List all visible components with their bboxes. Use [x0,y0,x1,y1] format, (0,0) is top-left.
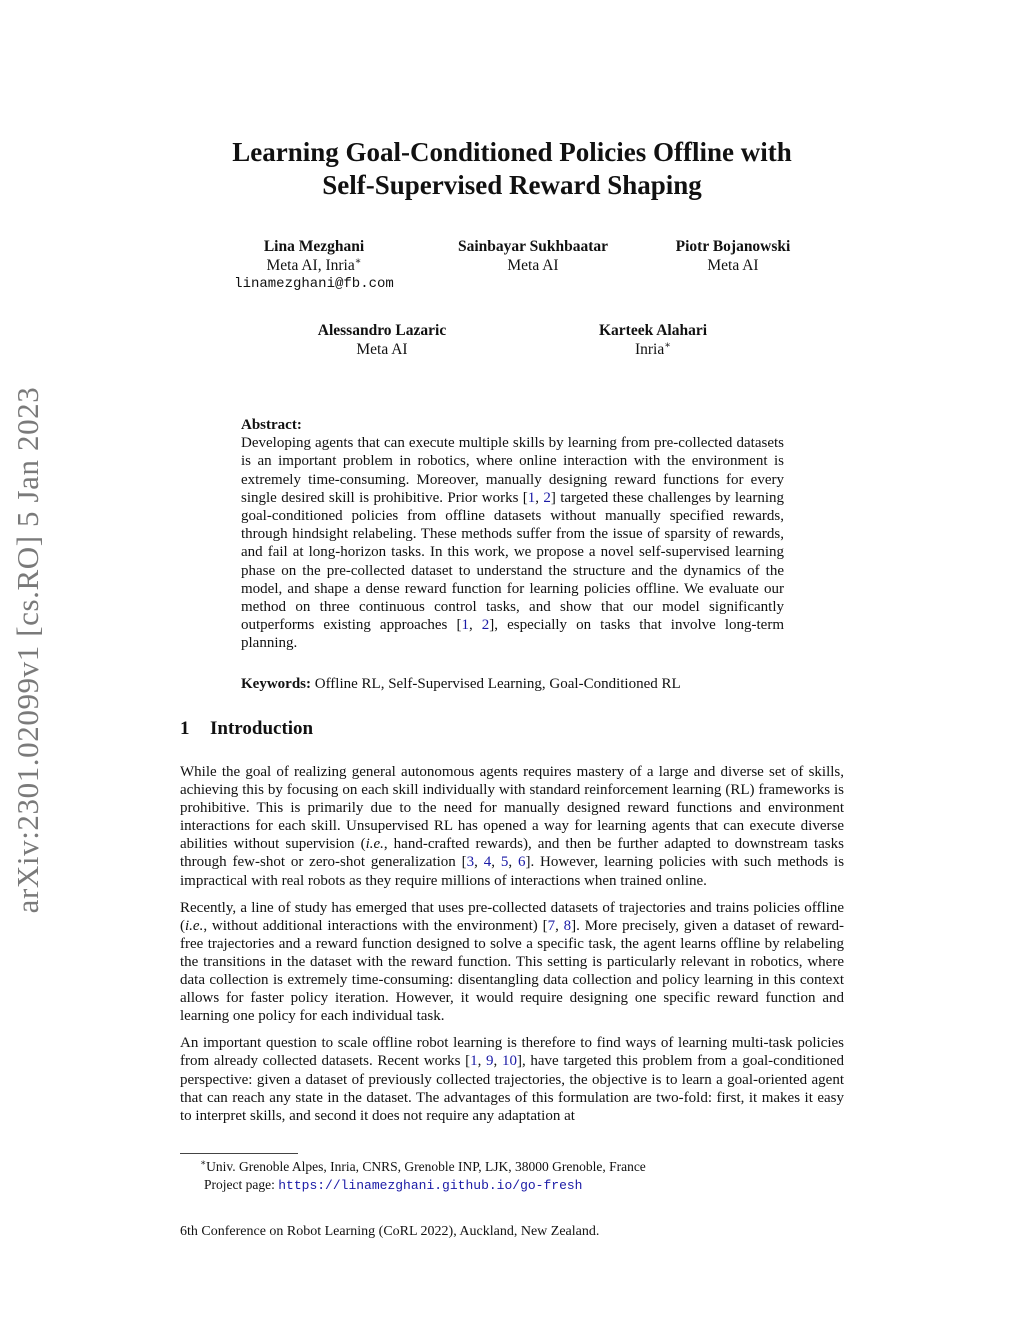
section-heading [180,718,313,740]
author-affiliation: Meta AI [356,341,408,358]
footnote [180,1158,646,1195]
title-line-1: Learning Goal-Conditioned Policies Offline with [232,137,792,167]
arxiv-identifier: arXiv:2301.02099v1 [cs.RO] 5 Jan 2023 [10,386,45,914]
citation-link[interactable]: 4 [483,854,492,871]
paragraph: Recently, a line of study has emerged that uses pre-collected datasets of trajectories and trains policies offline (i.e., without additional interactions with the environment) [7, 8]. More precisely, given a dataset of reward-free trajectories and a reward function designed to solve a specific task, the agent learns offline by relabeling the transitions in the dataset with the reward function. This setting is particularly relevant in robotics, where data collection is extremely time-consuming: disentangling data collection and policy learning in this context allows for faster policy iteration. However, it would require designing one specific reward function and learning one policy for each individual task. [180,899,844,1025]
citation-link[interactable]: 3 [466,854,475,871]
keywords-text: Offline RL, Self-Supervised Learning, Goal-Conditioned RL [314,676,681,692]
project-page-link[interactable]: https://linamezghani.github.io/go-fresh [278,1178,583,1193]
author-name: Alessandro Lazaric [317,322,447,339]
author-name: Karteek Alahari [598,322,708,339]
author-block [287,321,477,359]
footnote-mark: ∗ [200,1157,207,1168]
keywords [241,676,801,693]
citation-link[interactable]: 8 [563,917,572,934]
section-number: 1 [180,718,190,739]
citation-link[interactable]: 1 [470,1053,478,1070]
author-affiliation: Meta AI, Inria∗ [266,255,362,274]
citation-link[interactable]: 2 [543,489,551,506]
introduction-text [180,763,844,1134]
project-page-label: Project page: [204,1177,275,1192]
author-name: Piotr Bojanowski [675,238,791,255]
footnote-affiliation: Univ. Grenoble Alpes, Inria, CNRS, Grenoble INP, LJK, 38000 Grenoble, France [206,1159,646,1174]
footnote-rule [180,1153,298,1154]
citation-link[interactable]: 7 [547,917,556,934]
author-name: Lina Mezghani [263,238,365,255]
paragraph: An important question to scale offline robot learning is therefore to find ways of learning multi-task policies from already collected datasets. Recent works [1, 9, 10], have targeted this problem from a goal-conditioned perspective: given a dataset of previously collected trajectories, the objective is to learn a goal-oriented agent that can reach any state in the dataset. The advantages of this formulation are two-fold: first, it makes it easy to interpret skills, and second it does not require any adaptation at [180,1035,844,1124]
citation-link[interactable]: 5 [500,854,509,871]
author-block [214,237,414,294]
author-name: Sainbayar Sukhbaatar [457,238,609,255]
affiliation-mark: ∗ [664,339,672,351]
citation-link[interactable]: 9 [486,1053,494,1070]
abstract-heading: Abstract: [241,417,302,433]
paper-title [150,136,874,202]
citation-link[interactable]: 1 [461,617,469,634]
citation-link[interactable]: 2 [481,617,490,634]
paragraph: While the goal of realizing general autonomous agents requires mastery of a large and diverse set of skills, achieving this by focusing on each skill individually with standard reinforcement learning (RL) frameworks is prohibitive. This is primarily due to the need for manually designed reward functions and environment interactions for each skill. Unsupervised RL has opened a way for learning agents that can execute diverse abilities without supervision (i.e., hand-crafted rewards), and then be further adapted to downstream tasks through few-shot or zero-shot generalization [3, 4, 5, 6]. However, learning policies with such methods is impractical with real robots as they require millions of interactions when trained online. [180,764,845,889]
conference-note: 6th Conference on Robot Learning (CoRL 2022), Auckland, New Zealand. [180,1224,600,1239]
author-email[interactable]: linamezghani@fb.com [234,276,394,292]
citation-link[interactable]: 10 [501,1053,517,1070]
author-affiliation: Meta AI [707,257,759,274]
section-title: Introduction [210,718,314,739]
author-block [563,321,743,359]
abstract: Abstract: Developing agents that can execute multiple skills by learning from pre-collected datasets is an important problem in robotics, where online interaction with the environment is extremely time-consuming. Moreover, manually designing reward functions for every single desired skill is prohibitive. Prior works [1, 2] targeted these challenges by learning goal-conditioned policies from offline datasets without manually specified rewards, through hindsight relabeling. These methods suffer from the issue of sparsity of rewards, and fail at long-horizon tasks. In this work, we propose a novel self-supervised learning phase on the pre-collected dataset to understand the structure and the dynamics of the model, and shape a dense reward function for learning policies offline. We evaluate our method on three continuous control tasks, and show that our model significantly outperforms existing approaches [1, 2], especially on tasks that involve long-term planning. [241,417,785,652]
author-affiliation: Inria∗ [634,339,672,358]
title-line-2: Self-Supervised Reward Shaping [322,170,702,200]
author-affiliation: Meta AI [507,257,559,274]
affiliation-mark: ∗ [354,255,362,267]
author-block [643,237,823,275]
author-block [423,237,643,275]
citation-link[interactable]: 6 [517,854,526,871]
citation-link[interactable]: 1 [527,489,536,506]
keywords-label: Keywords: [241,676,311,692]
